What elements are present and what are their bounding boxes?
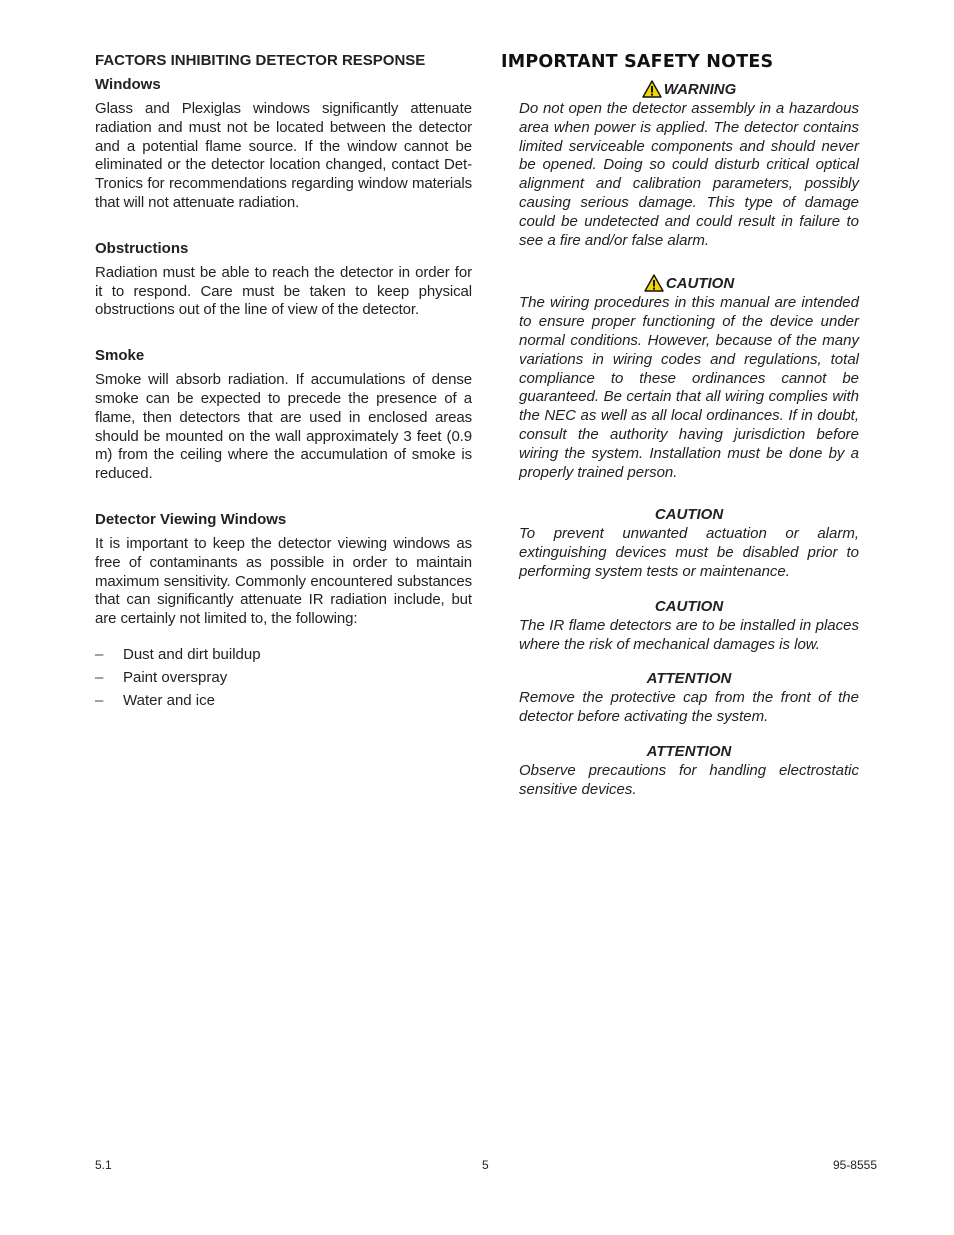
notice-text: Remove the protective cap from the front of the detector before activating the system. — [519, 689, 859, 726]
section-heading-factors: FACTORS INHIBITING DETECTOR RESPONSE — [95, 52, 426, 69]
warning-notice — [519, 80, 859, 250]
warning-triangle-icon — [644, 274, 664, 292]
smoke-section — [95, 347, 472, 484]
list-item — [95, 666, 472, 689]
list-dash: – — [95, 645, 104, 663]
obstructions-heading: Obstructions — [95, 239, 189, 257]
windows-heading: Windows — [95, 76, 161, 93]
left-column — [95, 52, 472, 729]
viewing-windows-paragraph: It is important to keep the detector viewing windows as free of contaminants as possible in order to maintain maximum sensitivity. Commonly encountered substances that can significantly attenuate IR radiation include, but are certainly not limited to, the following: — [95, 534, 472, 628]
notice-label: CAUTION — [654, 506, 724, 524]
safety-notes-title: IMPORTANT SAFETY NOTES — [501, 52, 774, 72]
notice-text: The wiring procedures in this manual are intended to ensure proper functioning of the device under normal conditions. However, because of the many variations in wiring codes and regulations, total compliance to these ordinances cannot be guaranteed. Be certain that all wiring complies with the NEC as well as all local ordinances. If in doubt, consult the authority having jurisdiction before wiring the system. Installation must be done by a properly trained person. — [519, 294, 859, 481]
footer-doc-number: 95-8555 — [832, 1158, 877, 1172]
notice-label: CAUTION — [665, 275, 735, 293]
caution-notice-installation — [519, 598, 859, 655]
list-dash: – — [95, 668, 104, 686]
list-item-text: Dust and dirt buildup — [123, 645, 261, 663]
notice-label: WARNING — [663, 81, 737, 98]
list-item-text: Paint overspray — [123, 668, 228, 686]
viewing-windows-heading: Detector Viewing Windows — [95, 510, 287, 528]
smoke-paragraph: Smoke will absorb radiation. If accumulations of dense smoke can be expected to precede the presence of a flame, then detectors that are used in enclosed areas should be mounted on the wall approximately 3 feet (0.9 m) from the ceiling where the accumulation of smoke is reduced. — [95, 371, 472, 483]
notice-text: The IR flame detectors are to be installed in places where the risk of mechanical damages is low. — [519, 616, 859, 653]
attention-notice-cap — [519, 670, 859, 727]
list-item — [95, 643, 472, 666]
notice-text: Do not open the detector assembly in a hazardous area when power is applied. The detector contains limited serviceable components and should never be opened. Doing so could disturb critical optical alignment and calibration parameters, possibly causing serious damage. This type of damage could be undetected and could result in failure to see a fire and/or false alarm. — [519, 100, 859, 249]
footer-page-number: 5 — [482, 1158, 489, 1172]
obstructions-section — [95, 240, 472, 320]
viewing-windows-section — [95, 511, 472, 712]
notice-text: To prevent unwanted actuation or alarm, extinguishing devices must be disabled prior to performing system tests or maintenance. — [519, 525, 859, 580]
warning-triangle-icon — [642, 80, 662, 98]
windows-paragraph: Glass and Plexiglas windows significantly attenuate radiation and must not be located between the detector and a potential flame source. If the window cannot be eliminated or the detector location changed, contact Det-Tronics for recommendations regarding window materials that will not attenuate radiation. — [95, 100, 472, 211]
notice-label: ATTENTION — [646, 742, 732, 760]
notice-label: ATTENTION — [646, 670, 732, 688]
smoke-heading: Smoke — [95, 347, 145, 365]
list-dash: – — [95, 691, 104, 709]
notice-label: CAUTION — [654, 597, 724, 615]
caution-notice-wiring — [519, 274, 859, 482]
caution-notice-testing — [519, 506, 859, 581]
attention-notice-esd — [519, 743, 859, 800]
windows-section — [95, 76, 472, 213]
footer-revision: 5.1 — [95, 1158, 112, 1172]
right-column — [501, 52, 859, 816]
notice-text: Observe precautions for handling electrostatic sensitive devices. — [519, 761, 859, 798]
list-item-text: Water and ice — [123, 691, 215, 709]
obstructions-paragraph: Radiation must be able to reach the detector in order for it to respond. Care must be taken to keep physical obstructions out of the line of view of the detector. — [95, 263, 472, 319]
list-item — [95, 689, 472, 712]
contaminant-list — [95, 643, 472, 712]
